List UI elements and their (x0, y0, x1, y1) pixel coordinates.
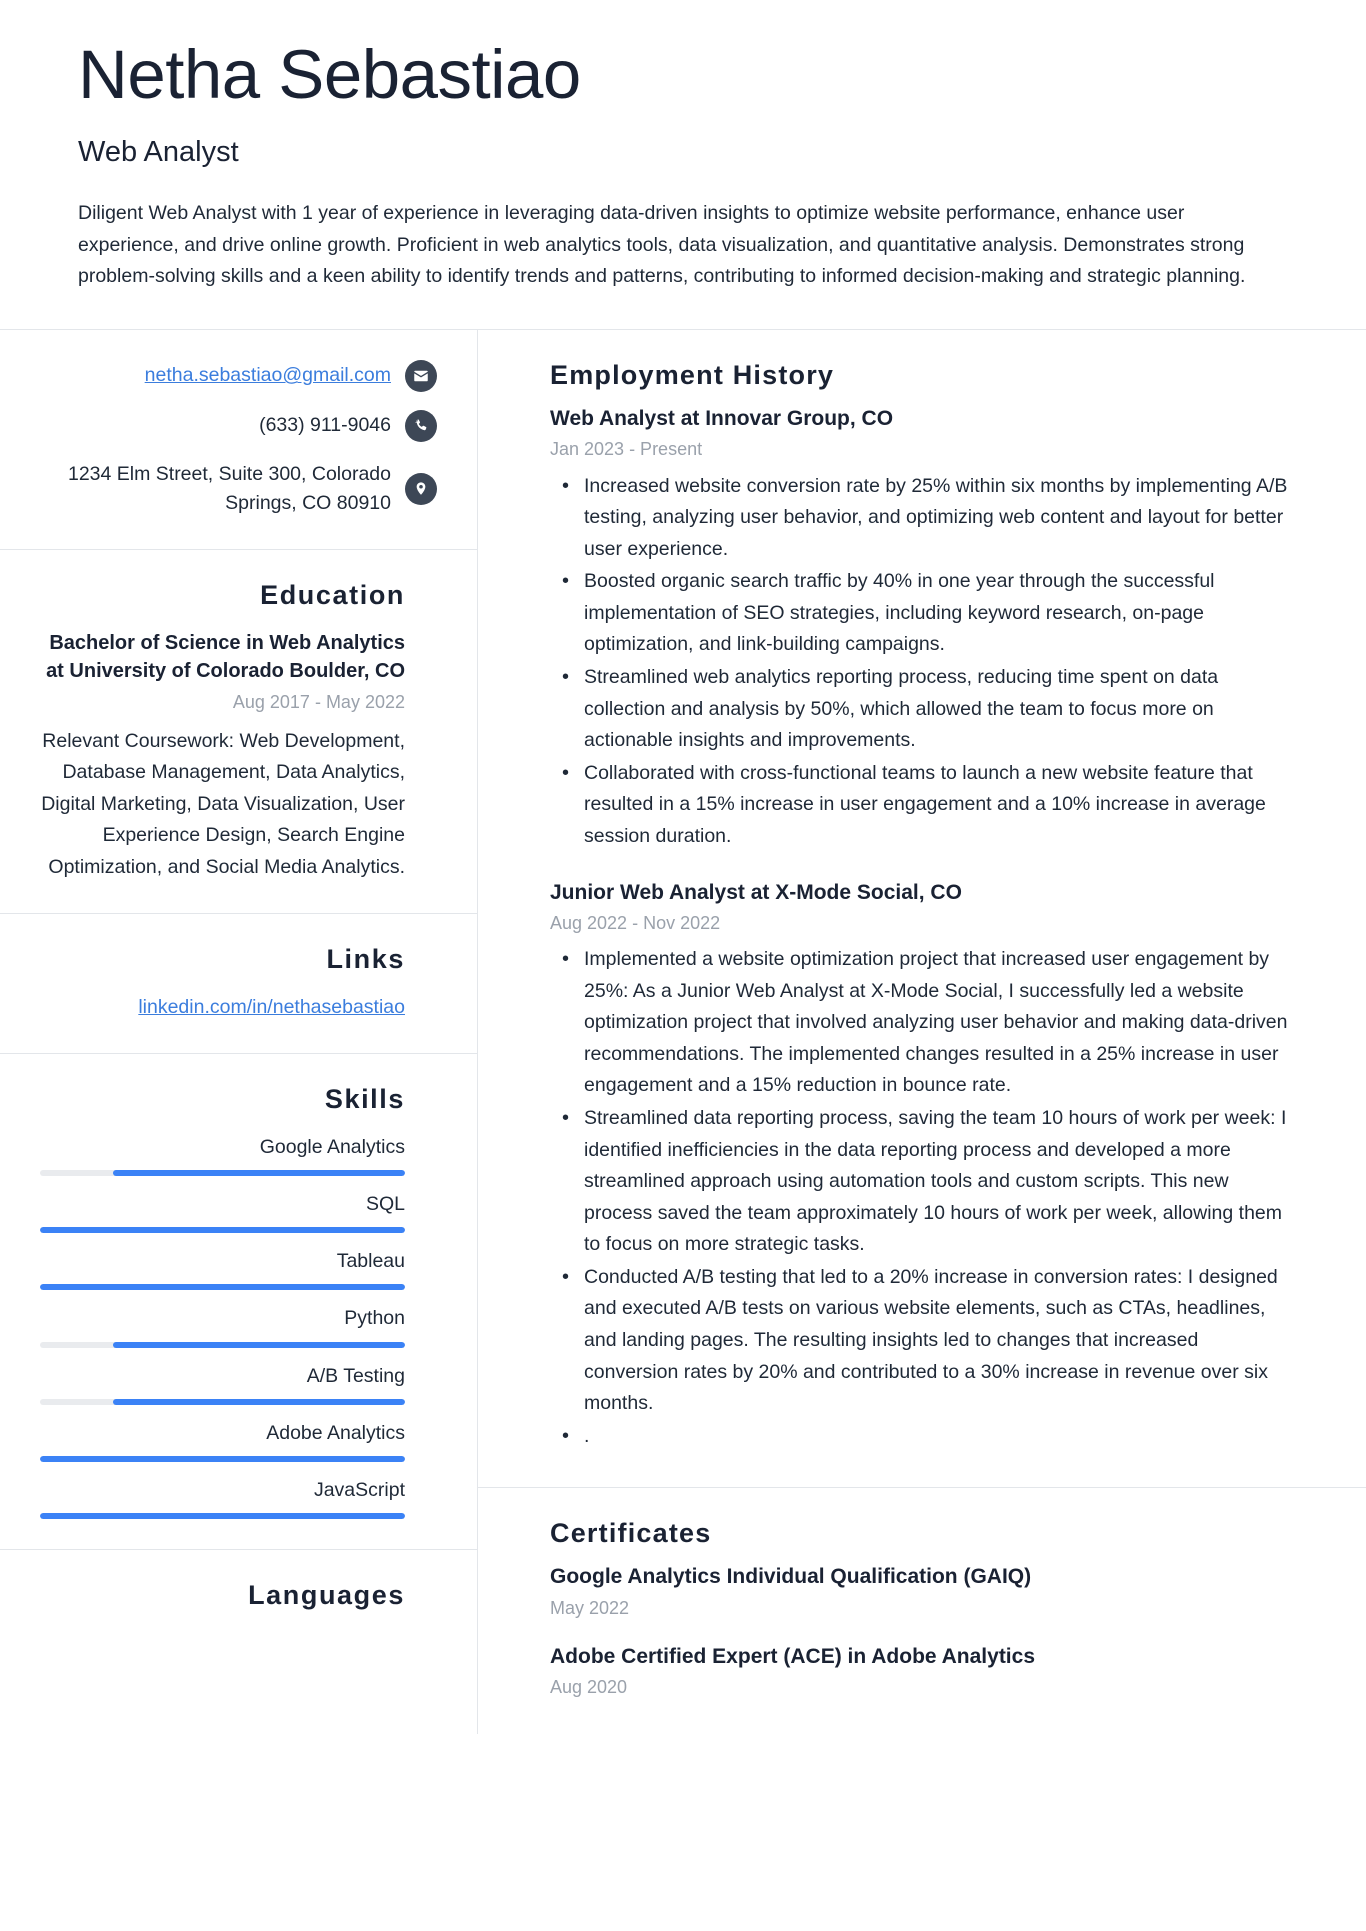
certificates-entries (550, 1563, 1294, 1700)
employment-history-heading: Employment History (550, 360, 835, 391)
resume-header (0, 0, 1366, 330)
employment-history-section (478, 330, 1366, 1488)
email-address[interactable]: netha.sebastiao@gmail.com (144, 364, 391, 387)
employment-bullet: • Conducted A/B testing that led to a 20% increase in conversion rates: I designed and executed A/B tests on various website elements, such as CTAs, headlines, and landing pages. The resulting insights led to changes that increased conversion rates by 20% and contributed to a 30% increase in revenue over six months. (584, 1262, 1294, 1420)
skill-level-fill (113, 1342, 405, 1348)
employment-bullet: • Increased website conversion rate by 25% within six months by implementing A/B testing, analyzing user behavior, and optimizing web content and layout for better user experience. (584, 471, 1294, 566)
employment-entry (550, 879, 1294, 1453)
contact-section (0, 330, 477, 550)
skill-level-fill (113, 1170, 405, 1176)
certificate-entry (550, 1643, 1294, 1701)
skill-name: JavaScript (313, 1479, 405, 1502)
skill-level-fill (40, 1456, 405, 1462)
employment-bullet: • Streamlined web analytics reporting process, reducing time spent on data collection and analysis by 50%, which allowed the team to focus more on actionable insights and improvements. (584, 662, 1294, 757)
skills-heading: Skills (324, 1083, 405, 1114)
skill-level-track (40, 1284, 405, 1290)
employment-bullet: • . (584, 1421, 1294, 1453)
street-address: 1234 Elm Street, Suite 300, Colorado Springs, CO 80910 (67, 463, 391, 515)
skill-item (40, 1362, 405, 1405)
certificates-section (478, 1488, 1366, 1734)
skills-list (40, 1133, 405, 1520)
main-column (478, 330, 1366, 1734)
skill-level-track (40, 1170, 405, 1176)
employment-bullet-list (550, 944, 1294, 1452)
employment-date-range: Jan 2023 - Present (550, 439, 703, 460)
employment-entry (550, 405, 1294, 852)
skill-name: Google Analytics (259, 1135, 405, 1158)
skill-level-fill (113, 1399, 405, 1405)
skill-name: Adobe Analytics (266, 1421, 405, 1444)
education-degree: Bachelor of Science in Web Analytics at University of Colorado Boulder, CO (46, 631, 405, 682)
phone-icon (405, 410, 437, 442)
contact-item-address[interactable] (40, 460, 437, 519)
skill-name: Tableau (336, 1250, 405, 1273)
contact-item-phone[interactable] (40, 410, 437, 442)
education-entry (40, 629, 405, 884)
education-heading: Education (260, 579, 405, 610)
envelope-icon (405, 360, 437, 392)
skill-item (40, 1304, 405, 1347)
certificate-name: Google Analytics Individual Qualification (GAIQ) (550, 1565, 1032, 1589)
skill-level-track (40, 1456, 405, 1462)
skill-level-fill (40, 1513, 405, 1519)
phone-number: (633) 911-9046 (259, 414, 391, 437)
links-heading: Links (326, 944, 405, 975)
certificate-date: Aug 2020 (550, 1677, 628, 1698)
education-date: Aug 2017 - May 2022 (232, 692, 405, 713)
certificate-name: Adobe Certified Expert (ACE) in Adobe Analytics (550, 1644, 1035, 1668)
employment-bullet: • Collaborated with cross-functional teams to launch a new website feature that resulted in a 15% increase in user engagement and a 10% increase in average session duration. (584, 758, 1294, 853)
education-section (0, 550, 477, 915)
employment-bullet-list (550, 471, 1294, 853)
location-pin-icon (405, 473, 437, 505)
languages-section (0, 1550, 477, 1659)
skill-level-track (40, 1513, 405, 1519)
skill-item (40, 1419, 405, 1462)
skill-level-track (40, 1342, 405, 1348)
candidate-job-title: Web Analyst (78, 135, 239, 168)
skill-level-fill (40, 1284, 405, 1290)
certificate-date: May 2022 (550, 1597, 630, 1618)
skill-name: A/B Testing (306, 1364, 405, 1387)
education-description: Relevant Coursework: Web Development, Database Management, Data Analytics, Digital Marketing, Data Visualization, User Experience Design, Search Engine Optimization, and Social Media Analytics. (41, 729, 405, 878)
skill-item (40, 1133, 405, 1176)
skill-name: SQL (365, 1192, 405, 1215)
resume-columns (0, 330, 1366, 1734)
skill-item (40, 1247, 405, 1290)
employment-bullet: • Implemented a website optimization project that increased user engagement by 25%: As a Junior Web Analyst at X-Mode Social, I successfully led a website optimization project that involved analyzing user behavior and making data-driven recommendations. The implemented changes resulted in a 25% increase in user engagement and a 15% reduction in bounce rate. (584, 944, 1294, 1102)
certificates-heading: Certificates (550, 1518, 712, 1549)
skill-level-track (40, 1399, 405, 1405)
sidebar-column (0, 330, 478, 1734)
skill-item (40, 1476, 405, 1519)
skill-name: Python (344, 1307, 405, 1330)
employment-bullet: • Boosted organic search traffic by 40% in one year through the successful implementation of SEO strategies, including keyword research, on-page optimization, and link-building campaigns. (584, 566, 1294, 661)
employment-entries (550, 405, 1294, 1452)
languages-heading: Languages (248, 1580, 405, 1611)
employment-date-range: Aug 2022 - Nov 2022 (550, 912, 721, 933)
professional-summary: Diligent Web Analyst with 1 year of experience in leveraging data-driven insights to optimize website performance, enhance user experience, and drive online growth. Proficient in web analytics tools, data visualization, and quantitative analysis. Demonstrates strong problem-solving skills and a keen ability to identify trends and patterns, contributing to informed decision-making and strategic planning. (78, 202, 1246, 288)
skill-level-track (40, 1227, 405, 1233)
skills-section (0, 1054, 477, 1551)
links-section (0, 914, 477, 1053)
skill-item (40, 1190, 405, 1233)
employment-bullet: • Streamlined data reporting process, saving the team 10 hours of work per week: I identified inefficiencies in the data reporting process and developed a more streamlined approach using automation tools and custom scripts. This new process saved the team approximately 10 hours of work per week, allowing them to focus on more strategic tasks. (584, 1103, 1294, 1261)
employment-job-title: Junior Web Analyst at X-Mode Social, CO (550, 880, 962, 904)
skill-level-fill (40, 1227, 405, 1233)
candidate-name: Netha Sebastiao (78, 36, 581, 113)
employment-job-title: Web Analyst at Innovar Group, CO (550, 407, 894, 431)
certificate-entry (550, 1563, 1294, 1621)
linkedin-link[interactable]: linkedin.com/in/nethasebastiao (138, 996, 405, 1019)
contact-item-email[interactable] (40, 360, 437, 392)
